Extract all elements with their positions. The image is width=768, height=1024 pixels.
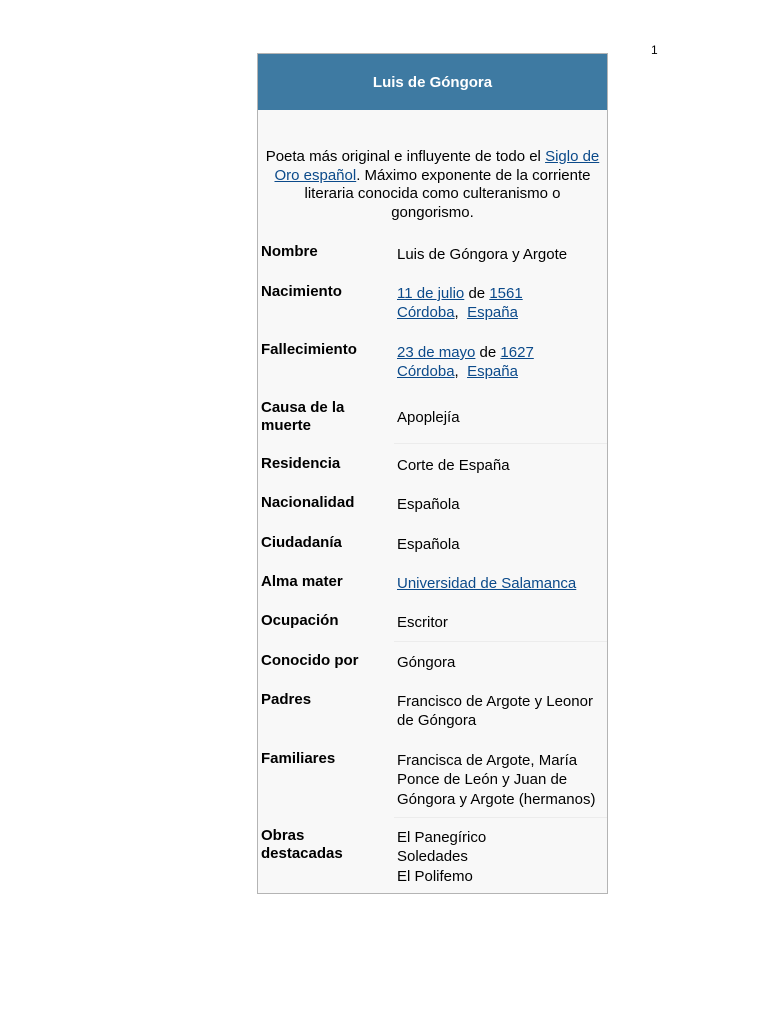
label-nacionalidad: Nacionalidad (261, 494, 355, 511)
death-year-link[interactable]: 1627 (500, 344, 534, 361)
label-alma-mater: Alma mater (261, 573, 343, 590)
birth-country-link[interactable]: España (467, 304, 518, 322)
infobox-title: Luis de Góngora (258, 54, 607, 110)
value-fallecimiento (397, 343, 607, 382)
label-obras-destacadas: Obras destacadas (261, 827, 343, 862)
obra-item: El Polifemo (397, 867, 473, 885)
row-separator (394, 641, 607, 642)
description-text-rest: . Máximo exponente de la corriente literaria conocida como culteranismo o gongorismo. (304, 166, 591, 221)
row-separator (394, 817, 607, 818)
value-causa-muerte: Apoplejía (397, 409, 460, 426)
birth-de: de (464, 285, 490, 302)
universidad-salamanca-link[interactable]: Universidad de Salamanca (397, 575, 577, 592)
value-conocido-por: Góngora (397, 654, 456, 671)
label-nombre: Nombre (261, 243, 318, 260)
value-ciudadania: Española (397, 536, 460, 553)
label-ciudadania: Ciudadanía (261, 534, 342, 551)
value-familiares: Francisca de Argote, María Ponce de León y Juan de Góngora y Argote (hermanos) (397, 752, 596, 808)
obra-item: El Panegírico (397, 829, 487, 846)
birth-date-link[interactable]: 11 de julio (397, 285, 465, 302)
infobox-description (264, 148, 601, 222)
label-conocido-por: Conocido por (261, 652, 359, 669)
death-country-link[interactable]: España (467, 363, 518, 381)
label-fallecimiento: Fallecimiento (261, 341, 357, 358)
siglo-de-oro-link[interactable]: Siglo de Oro español (274, 148, 600, 184)
obra-item: Soledades (397, 848, 468, 866)
death-comma: , (454, 363, 468, 381)
value-padres: Francisco de Argote y Leonor de Góngora (397, 693, 593, 730)
label-causa-muerte: Causa de la muerte (261, 399, 345, 434)
page-number: 1 (651, 43, 658, 57)
birth-city-link[interactable]: Córdoba (397, 304, 455, 322)
value-obras-destacadas (397, 828, 607, 886)
birth-comma: , (454, 304, 468, 322)
death-city-link[interactable]: Córdoba (397, 363, 455, 381)
infobox (257, 53, 608, 894)
label-ocupacion: Ocupación (261, 612, 339, 629)
birth-year-link[interactable]: 1561 (489, 285, 523, 302)
description-text: Poeta más original e influyente de todo el (265, 148, 546, 165)
row-separator (394, 443, 607, 444)
label-nacimiento: Nacimiento (261, 283, 342, 300)
death-de: de (475, 344, 501, 361)
value-ocupacion: Escritor (397, 614, 448, 631)
label-residencia: Residencia (261, 455, 341, 472)
label-familiares: Familiares (261, 750, 336, 767)
value-alma-mater (397, 574, 607, 593)
death-date-link[interactable]: 23 de mayo (397, 344, 476, 361)
value-nacimiento (397, 284, 607, 323)
value-nombre: Luis de Góngora y Argote (397, 246, 568, 263)
value-nacionalidad: Española (397, 496, 460, 513)
value-residencia: Corte de España (397, 457, 510, 474)
label-padres: Padres (261, 691, 312, 708)
